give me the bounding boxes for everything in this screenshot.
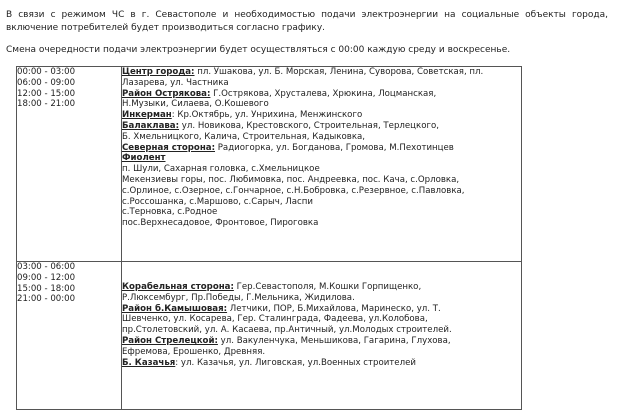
streets-text: : ул. Казачья, ул. Лиговская, ул.Военных строителей (175, 357, 416, 368)
area-line (122, 121, 521, 132)
district-label: Район б.Камышовая: (122, 303, 228, 314)
streets-text: Р.Люксембург, Пр.Победы, Г.Мельника, Жидилова. (122, 292, 355, 303)
streets-text: Ефремова, Ерошенко, Древняя. (122, 346, 266, 357)
area-line (122, 110, 521, 121)
streets-text: Шевченко, ул. Косарева, Гер. Сталинграда, Фадеева, ул.Колобова, (122, 314, 428, 325)
area-line (122, 293, 521, 304)
area-line (122, 89, 521, 100)
streets-text: пос.Верхнесадовое, Фронтовое, Пироговка (122, 218, 319, 229)
intro-paragraph: В связи с режимом ЧС в г. Севастополе и необходимостью подачи электроэнергии на социальные объекты города, включение потребителей будет производиться согласно графику. (6, 10, 608, 33)
areas-cell (122, 262, 522, 410)
area-line (122, 282, 521, 293)
area-line (122, 314, 521, 325)
area-line (122, 358, 521, 369)
streets-text: с.Терновка, с.Родное (122, 207, 218, 218)
streets-text: Радиогорка, ул. Богданова, Громова, М.Пехотинцев (215, 142, 454, 153)
time-slot: 21:00 - 00:00 (17, 294, 76, 305)
streets-text: Летчики, ПОР, Б.Михайлова, Маринеско, ул. Т. (227, 303, 441, 314)
streets-text: с.Россошанка, с.Маршово, с.Сарыч, Ласпи (122, 196, 313, 207)
area-line (122, 78, 521, 89)
schedule-row (17, 67, 522, 262)
streets-text: : Кр.Октябрь, ул. Унрихина, Менжинского (171, 110, 363, 121)
district-label: Центр города: (122, 67, 195, 77)
streets-text: Гер.Севастополя, М.Кошки Горпищенко, (233, 282, 422, 292)
district-label: Балаклава: (122, 120, 180, 131)
area-line (122, 207, 521, 218)
area-line (122, 197, 521, 208)
streets-text: Б. Хмельницкого, Калича, Строительная, Кадыковка, (122, 131, 366, 142)
streets-text: пл. Ушакова, ул. Б. Морская, Ленина, Суворова, Советская, пл. (194, 67, 484, 77)
streets-text: Лазарева, ул. Частника (122, 77, 229, 88)
streets-text: Н.Музыки, Силаева, О.Кошевого (122, 99, 269, 110)
time-slot: 00:00 - 03:00 (17, 67, 76, 77)
streets-text: с.Орлиное, с.Озерное, с.Гончарное, с.Н.Бобровка, с.Резервное, с.Павловка, (122, 185, 465, 196)
district-label: Б. Казачья (122, 357, 176, 368)
time-slot: 09:00 - 12:00 (17, 272, 76, 283)
district-label: Северная сторона: (122, 142, 216, 153)
district-label: Район Стрелецкой: (122, 335, 218, 346)
area-line (122, 164, 521, 175)
area-line (122, 347, 521, 358)
area-line (122, 304, 521, 315)
district-label: Район Острякова: (122, 88, 211, 99)
streets-text: Мекензиевы горы, пос. Любимовка, пос. Андреевка, пос. Кача, с.Орловка, (122, 174, 460, 185)
streets-text: ул. Новикова, Крестовского, Строительная, Терлецкого, (179, 120, 439, 131)
area-line (122, 143, 521, 154)
area-line (122, 67, 521, 78)
schedule-shift-note: Смена очередности подачи электроэнергии будет осуществляться с 00:00 каждую среду и воскресенье. (6, 45, 511, 55)
time-slot: 03:00 - 06:00 (17, 262, 76, 272)
area-line (122, 336, 521, 347)
area-line (122, 175, 521, 186)
area-line (122, 325, 521, 336)
streets-text: Г.Острякова, Хрусталева, Хрюкина, Лоцманская, (210, 88, 437, 99)
time-slot: 12:00 - 15:00 (17, 88, 76, 99)
areas-cell (122, 67, 522, 262)
time-slot: 15:00 - 18:00 (17, 283, 76, 294)
district-label: Инкерман (122, 110, 172, 121)
area-line (122, 153, 521, 164)
district-label: Фиолент (122, 153, 166, 164)
streets-text: п. Шули, Сахарная головка, с.Хмельницкое (122, 164, 320, 175)
district-label: Корабельная сторона: (122, 282, 234, 292)
time-slot: 06:00 - 09:00 (17, 77, 76, 88)
area-line (122, 99, 521, 110)
streets-text: пр.Столетовский, ул. А. Касаева, пр.Античный, ул.Молодых строителей. (122, 325, 452, 336)
time-slots-cell (17, 67, 122, 262)
streets-text: ул. Вакуленчука, Меньшикова, Гагарина, Глухова, (217, 335, 451, 346)
area-line (122, 218, 521, 229)
time-slots-cell (17, 262, 122, 410)
power-schedule-table (16, 66, 522, 410)
time-slot: 18:00 - 21:00 (17, 99, 76, 110)
schedule-row (17, 262, 522, 410)
area-line (122, 186, 521, 197)
area-line (122, 132, 521, 143)
